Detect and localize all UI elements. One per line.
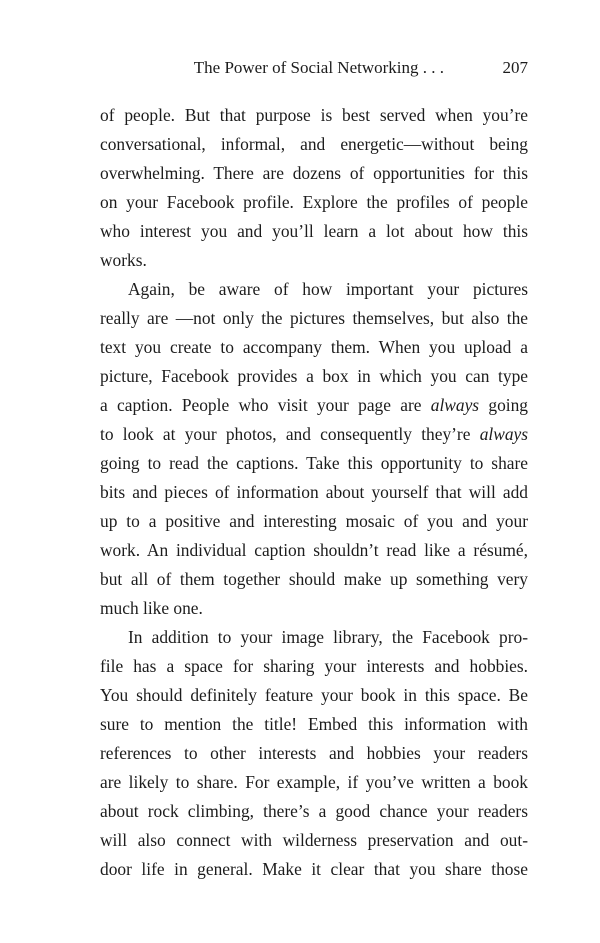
text-line: works.	[100, 250, 147, 270]
emphasis: always	[430, 395, 480, 415]
text-segment: a caption. People who visit your page are	[100, 395, 431, 415]
text-line	[100, 391, 528, 420]
text-segment: to look at your photos, and consequently they’re	[100, 424, 480, 444]
text-line: door life in general. Make it clear that you share those	[100, 859, 528, 879]
text-line: file has a space for sharing your interests and hobbies.	[100, 656, 528, 676]
text-line: who interest you and you’ll learn a lot about how this	[100, 221, 528, 241]
text-line: up to a positive and interesting mosaic of you and your	[100, 511, 528, 531]
text-line: about rock climbing, there’s a good chance your readers	[100, 801, 528, 821]
text-line: work. An individual caption shouldn’t read like a résumé,	[100, 540, 528, 560]
text-line: on your Facebook profile. Explore the profiles of people	[100, 192, 528, 212]
text-line: conversational, informal, and energetic—without being	[100, 134, 528, 154]
page-number: 207	[502, 58, 528, 77]
emphasis: always	[479, 424, 528, 444]
text-line: much like one.	[100, 598, 203, 618]
body-text	[100, 101, 528, 884]
text-line	[100, 420, 528, 449]
text-line: text you create to accompany them. When you upload a	[100, 337, 528, 357]
text-line: but all of them together should make up something very	[100, 569, 528, 589]
text-line: sure to mention the title! Embed this information with	[100, 714, 528, 734]
text-line: You should definitely feature your book in this space. Be	[100, 685, 528, 705]
text-line: really are —not only the pictures themselves, but also the	[100, 308, 528, 328]
text-line: are likely to share. For example, if you’ve written a book	[100, 772, 528, 792]
text-line: will also connect with wilderness preservation and out-	[100, 830, 528, 850]
running-title: The Power of Social Networking . . .	[193, 58, 444, 77]
text-line: In addition to your image library, the Facebook pro-	[128, 627, 528, 647]
text-line: of people. But that purpose is best served when you’re	[100, 105, 528, 125]
text-line: going to read the captions. Take this opportunity to share	[100, 453, 528, 473]
text-segment: going	[479, 395, 528, 415]
running-header	[100, 56, 528, 80]
text-line: overwhelming. There are dozens of opportunities for this	[100, 163, 528, 183]
text-line: bits and pieces of information about yourself that will add	[100, 482, 528, 502]
text-line: picture, Facebook provides a box in which you can type	[100, 366, 528, 386]
text-line: references to other interests and hobbies your readers	[100, 743, 528, 763]
text-line: Again, be aware of how important your pictures	[128, 279, 528, 299]
